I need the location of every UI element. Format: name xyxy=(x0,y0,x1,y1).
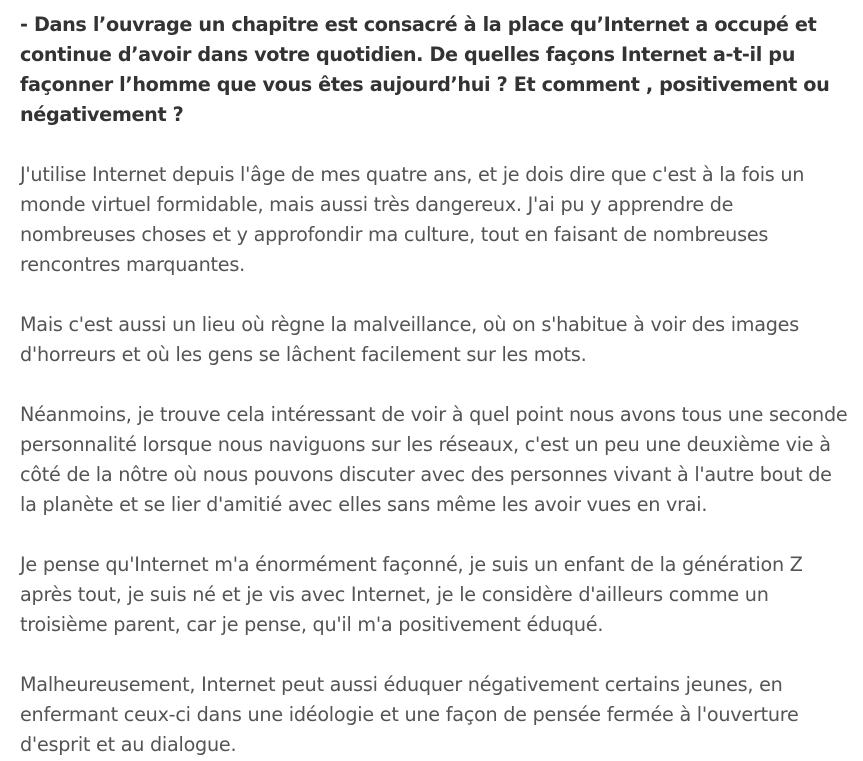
answer-paragraph-1: J'utilise Internet depuis l'âge de mes quatre ans, et je dois dire que c'est à la fois un monde virtuel formidable, mais aussi très dangereux. J'ai pu y apprendre de nombreuses choses et y approfondir ma culture, tout en faisant de nombreuses rencontres marquantes. xyxy=(20,163,805,276)
answer-paragraph-5: Malheureusement, Internet peut aussi éduquer négativement certains jeunes, en enfermant ceux-ci dans une idéologie et une façon de pensée fermée à l'ouverture d'esprit et au dialogue. xyxy=(20,673,799,756)
answer-paragraph-4: Je pense qu'Internet m'a énormément façonné, je suis un enfant de la génération Z après tout, je suis né et je vis avec Internet, je le considère d'ailleurs comme un troisième parent, car je pense, qu'il m'a positivement éduqué. xyxy=(20,553,803,636)
answer-paragraph-3: Néanmoins, je trouve cela intéressant de voir à quel point nous avons tous une seconde personnalité lorsque nous naviguons sur les réseaux, c'est un peu une deuxième vie à côté de la nôtre où nous pouvons discuter avec des personnes vivant à l'autre bout de la planète et se lier d'amitié avec elles sans même les avoir vues en vrai. xyxy=(20,403,848,516)
answer-paragraph-2: Mais c'est aussi un lieu où règne la malveillance, où on s'habitue à voir des images d'horreurs et où les gens se lâchent facilement sur les mots. xyxy=(20,313,799,366)
interview-question: - Dans l’ouvrage un chapitre est consacré à la place qu’Internet a occupé et continue d’avoir dans votre quotidien. De quelles façons Internet a-t-il pu façonner l’homme que vous êtes aujourd’hui ? Et comment , positivement ou négativement ? xyxy=(20,13,830,126)
